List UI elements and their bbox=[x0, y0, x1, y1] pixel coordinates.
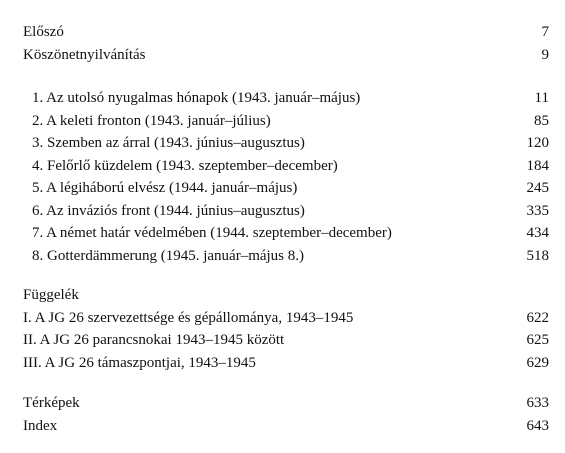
toc-entry-page: 7 bbox=[541, 24, 549, 40]
toc-entry-page: 120 bbox=[526, 135, 549, 151]
table-of-contents bbox=[23, 21, 549, 437]
toc-entry-page: 184 bbox=[526, 157, 549, 174]
toc-entry-title: Index bbox=[23, 417, 58, 434]
toc-entry-chapter-2 bbox=[32, 110, 549, 133]
toc-entry-title: I. A JG 26 szervezettsége és gépállománya, 1943–1945 bbox=[23, 309, 354, 326]
appendix-heading: Függelék bbox=[23, 287, 79, 303]
toc-entry-page: 11 bbox=[534, 90, 549, 106]
toc-entry-title: Térképek bbox=[23, 395, 80, 411]
toc-entry-chapter-1 bbox=[32, 87, 549, 110]
toc-entry-page: 434 bbox=[526, 225, 549, 241]
toc-entry-acknowledgements bbox=[23, 44, 549, 67]
section-spacer bbox=[23, 267, 549, 284]
toc-entry-page: 518 bbox=[526, 247, 549, 264]
toc-entry-page: 629 bbox=[526, 354, 549, 371]
toc-entry-chapter-4 bbox=[32, 155, 549, 178]
toc-entry-page: 245 bbox=[526, 180, 549, 196]
toc-entry-appendix-1 bbox=[23, 307, 549, 330]
toc-entry-title: 4. Felőrlő küzdelem (1943. szeptember–december) bbox=[32, 157, 338, 174]
toc-entry-chapter-8 bbox=[32, 245, 549, 268]
toc-entry-title: Köszönetnyilvánítás bbox=[23, 46, 146, 63]
toc-entry-foreword bbox=[23, 21, 549, 44]
toc-entry-page: 633 bbox=[526, 395, 549, 411]
toc-entry-appendix-2 bbox=[23, 329, 549, 352]
toc-entry-title: III. A JG 26 támaszpontjai, 1943–1945 bbox=[23, 354, 256, 371]
section-spacer bbox=[23, 374, 549, 392]
toc-entry-page: 625 bbox=[526, 332, 549, 348]
toc-entry-page: 643 bbox=[526, 417, 549, 434]
toc-entry-title: 7. A német határ védelmében (1944. szeptember–december) bbox=[32, 225, 392, 241]
toc-entry-title: 6. Az inváziós front (1944. június–augusztus) bbox=[32, 202, 305, 219]
toc-entry-page: 622 bbox=[526, 309, 549, 326]
chapter-list bbox=[23, 87, 549, 267]
toc-entry-chapter-3 bbox=[32, 132, 549, 155]
toc-entry-page: 335 bbox=[526, 202, 549, 219]
toc-entry-title: 5. A légiháború elvész (1944. január–május) bbox=[32, 180, 298, 196]
toc-entry-title: 2. A keleti fronton (1943. január–július) bbox=[32, 112, 271, 129]
toc-entry-title: 8. Gotterdämmerung (1945. január–május 8.) bbox=[32, 247, 305, 264]
toc-entry-page: 9 bbox=[541, 46, 549, 63]
toc-entry-chapter-6 bbox=[32, 200, 549, 223]
section-spacer bbox=[23, 66, 549, 87]
toc-entry-title: 1. Az utolsó nyugalmas hónapok (1943. január–május) bbox=[32, 90, 361, 106]
toc-entry-chapter-5 bbox=[32, 177, 549, 200]
toc-entry-index bbox=[23, 415, 549, 438]
toc-entry-page: 85 bbox=[534, 112, 549, 129]
toc-entry-appendix-3 bbox=[23, 352, 549, 375]
toc-entry-chapter-7 bbox=[32, 222, 549, 245]
toc-entry-title: 3. Szemben az árral (1943. június–augusztus) bbox=[32, 135, 305, 151]
toc-entry-title: Előszó bbox=[23, 24, 64, 40]
toc-entry-title: II. A JG 26 parancsnokai 1943–1945 között bbox=[23, 332, 285, 348]
toc-entry-maps bbox=[23, 392, 549, 415]
